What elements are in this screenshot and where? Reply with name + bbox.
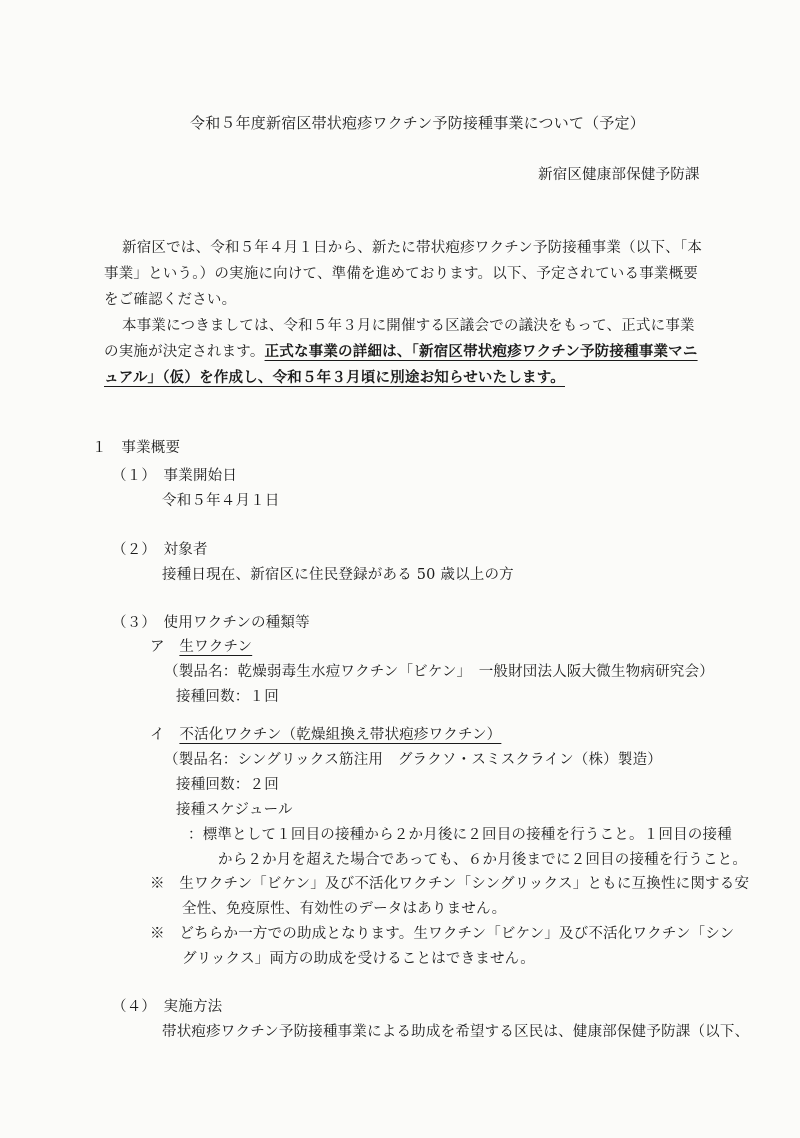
- vaccine-a-product: （製品名：乾燥弱毒生水痘ワクチン「ビケン」 一般財団法人阪大微生物病研究会）: [164, 664, 714, 680]
- note-2-line-1: ※ どちらか一方での助成となります。生ワクチン「ビケン」及び不活化ワクチン「シン: [150, 926, 735, 942]
- intro-paragraph-2-line-2: [104, 342, 698, 362]
- note-1-line-1: ※ 生ワクチン「ビケン」及び不活化ワクチン「シングリックス」ともに互換性に関する安: [150, 876, 750, 892]
- vaccine-i-schedule-line-1: ：標準として１回目の接種から２か月後に２回目の接種を行うこと。１回目の接種: [188, 827, 732, 843]
- subsection-2-label: （２） 対象者: [112, 542, 208, 558]
- vaccine-i-schedule-label: 接種スケジュール: [176, 802, 293, 818]
- vaccine-i-product: （製品名：シングリックス筋注用 グラクソ・スミスクライン（株）製造）: [164, 752, 662, 768]
- intro-emphasis-text: 正式な事業の詳細は、「新宿区帯状疱疹ワクチン予防接種事業マニ: [264, 343, 698, 360]
- vaccine-i-heading: [150, 725, 501, 745]
- intro-paragraph-1-line-3: をご確認ください。: [104, 292, 237, 308]
- section-heading: １ 事業概要: [92, 440, 181, 456]
- vaccine-i-title: 不活化ワクチン（乾燥組換え帯状疱疹ワクチン）: [179, 727, 502, 743]
- vaccine-a-title: 生ワクチン: [179, 639, 253, 655]
- intro-paragraph-1-line-2: 事業」という。）の実施に向けて、準備を進めております。以下、予定されている事業概要: [104, 266, 698, 282]
- subsection-1-value: 令和５年４月１日: [162, 493, 280, 509]
- subsection-4-line-1: 帯状疱疹ワクチン予防接種事業による助成を希望する区民は、健康部保健予防課（以下、: [162, 1024, 750, 1040]
- vaccine-a-count: 接種回数：１回: [176, 689, 279, 705]
- document-title: 令和５年度新宿区帯状疱疹ワクチン予防接種事業について（予定）: [190, 114, 645, 132]
- subsection-4-label: （４） 実施方法: [112, 999, 223, 1015]
- note-1-line-2: 全性、免疫原性、有効性のデータはありません。: [182, 901, 507, 917]
- vaccine-a-heading: [150, 637, 252, 657]
- intro-paragraph-2-line-1: 本事業につきましては、令和５年３月に開催する区議会での議決をもって、正式に事業: [122, 318, 695, 334]
- subsection-3-label: （３） 使用ワクチンの種類等: [112, 615, 310, 631]
- note-2-line-2: グリックス」両方の助成を受けることはできません。: [182, 951, 535, 967]
- intro-paragraph-2-line-3: ュアル」（仮）を作成し、令和５年３月頃に別途お知らせいたします。: [104, 369, 565, 386]
- vaccine-i-prefix: イ: [150, 727, 165, 743]
- vaccine-i-count: 接種回数：２回: [176, 777, 279, 793]
- intro-plain-text: の実施が決定されます。: [104, 344, 265, 360]
- intro-paragraph-1-line-1: 新宿区では、令和５年４月１日から、新たに帯状疱疹ワクチン予防接種事業（以下、「本: [122, 240, 703, 256]
- subsection-1-label: （１） 事業開始日: [112, 468, 238, 484]
- department-name: 新宿区健康部保健予防課: [538, 167, 700, 183]
- subsection-2-value: 接種日現在、新宿区に住民登録がある 50 歳以上の方: [162, 567, 514, 583]
- vaccine-a-prefix: ア: [150, 639, 165, 655]
- vaccine-i-schedule-line-2: から２か月を超えた場合であっても、６か月後までに２回目の接種を行うこと。: [218, 852, 748, 868]
